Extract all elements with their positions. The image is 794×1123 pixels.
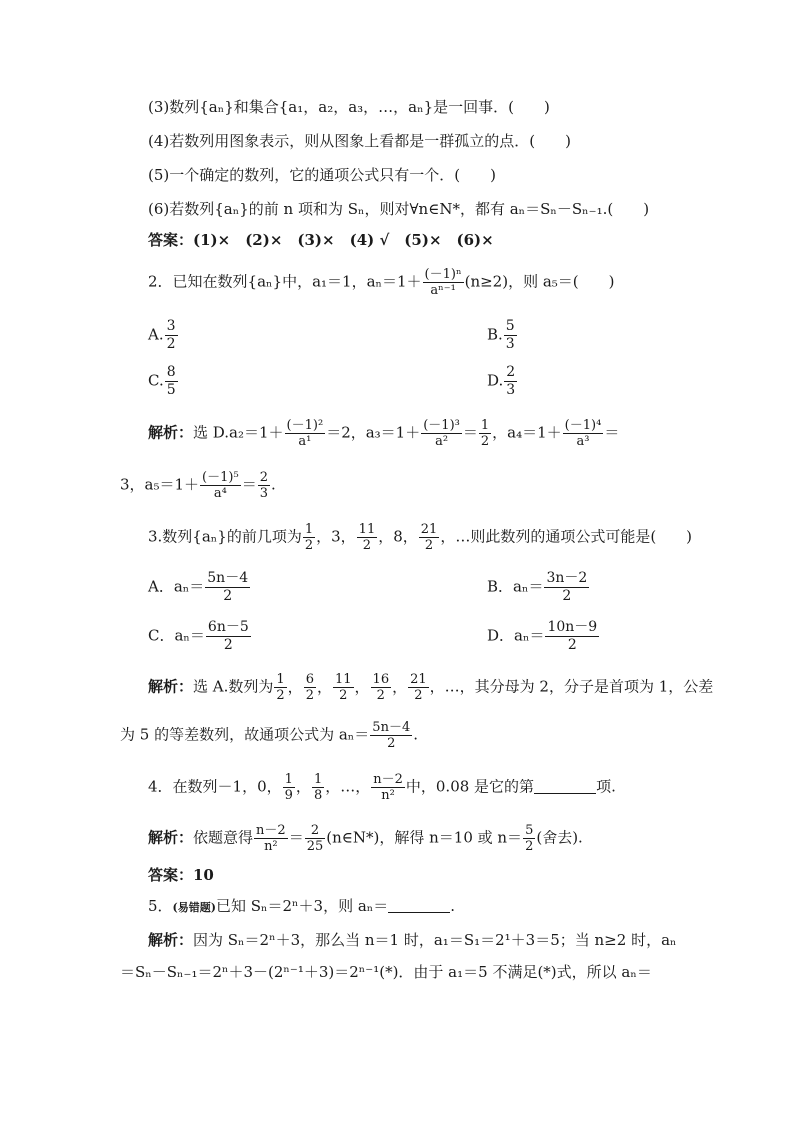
problem-4-solution: 解析：依题意得 $\frac{n-2}{\text{n²}}$ ＝ $\frac{2}{25}$ (n∈N*)，解得 n＝10 或 n＝ $\frac{5}{2}$ (舍去). — [148, 823, 583, 854]
problem-2-stem-post: (n≥2)，则 a₅＝( ) — [464, 272, 615, 291]
problem-5-solution-line-1: 解析：因为 Sₙ＝2ⁿ＋3，那么当 n＝1 时，a₁＝S₁＝2¹＋3＝5；当 n≥2 时，aₙ — [148, 931, 677, 949]
judgement-item-5: (5)一个确定的数列，它的通项公式只有一个．( ) — [148, 166, 496, 184]
problem-3-option-a: A．aₙ＝ $\frac{5n-4}{2}$ — [148, 570, 249, 604]
solution-label: 解析： — [148, 828, 194, 847]
problem-2-stem-pre: 2．已知在数列{aₙ}中，a₁＝1，aₙ＝1＋ — [148, 272, 422, 291]
problem-5-solution-line-2: ＝Sₙ－Sₙ₋₁＝2ⁿ＋3－(2ⁿ⁻¹＋3)＝2ⁿ⁻¹(*)．由于 a₁＝5 不满足(*)式，所以 aₙ＝ — [120, 963, 652, 981]
problem-2-option-b: B. $\frac{5}{3}$ — [487, 318, 515, 352]
sequence-term-fraction: $\frac{6}{2}$ — [305, 672, 314, 703]
error-prone-tag: (易错题) — [172, 901, 216, 914]
solution-label: 解析： — [148, 931, 194, 949]
problem-5-stem: 5．(易错题)已知 Sₙ＝2ⁿ＋3，则 aₙ＝ . — [148, 897, 456, 915]
problem-3-solution-line-2: 为 5 的等差数列，故通项公式为 aₙ＝ $\frac{5n-4}{2}$ . — [120, 720, 418, 751]
solution-label: 解析： — [148, 677, 194, 696]
answer-4: 答案：10 — [148, 866, 214, 884]
problem-2-option-c: C. $\frac{8}{5}$ — [148, 364, 176, 398]
answer-blank — [388, 898, 450, 913]
sequence-term-fraction: $\frac{1}{2}$ — [276, 672, 285, 703]
problem-2-option-a: A. $\frac{3}{2}$ — [148, 318, 176, 352]
problem-3-solution-terms — [273, 672, 429, 703]
comma: ， — [392, 677, 408, 696]
problem-3-solution-line-1: 解析：选 A.数列为 $\frac{1}{2}$ ， $\frac{6}{2}$ ， $\frac{11}{2}$ ， $\frac{16}{2}$ ， $\frac{21}{2}$ ，…，其分母为 2，分子是首项为 1，公差 — [148, 672, 714, 703]
sequence-term-fraction: $\frac{16}{2}$ — [372, 672, 390, 703]
judgement-item-6: (6)若数列{aₙ}的前 n 项和为 Sₙ，则对∀n∈N*，都有 aₙ＝Sₙ－Sₙ₋₁.( ) — [148, 200, 650, 218]
problem-2-stem — [148, 267, 615, 298]
problem-3-option-c: C．aₙ＝ $\frac{6n-5}{2}$ — [148, 619, 249, 653]
answer-blank — [534, 779, 596, 794]
problem-2-solution-line-2: 3，a₅＝1＋ $\frac{\text{(－1)⁵}}{\text{a⁴}}$ ＝ $\frac{2}{3}$ . — [120, 470, 276, 501]
problem-2-option-d: D. $\frac{2}{3}$ — [487, 364, 516, 398]
sequence-term-fraction: $\frac{21}{2}$ — [410, 672, 427, 703]
comma: ， — [354, 677, 370, 696]
comma: ， — [287, 677, 303, 696]
problem-3-option-d: D．aₙ＝ $\frac{10n-9}{2}$ — [487, 619, 598, 653]
answer-1: 答案：(1)× (2)× (3)× (4) √ (5)× (6)× — [148, 231, 494, 249]
comma: ， — [316, 677, 332, 696]
judgement-item-4: (4)若数列用图象表示，则从图象上看都是一群孤立的点．( ) — [148, 132, 571, 150]
problem-2-solution-line-1: 解析：选 D.a₂＝1＋ $\frac{\text{(－1)²}}{\text{a¹}}$ ＝2，a₃＝1＋ $\frac{\text{(－1)³}}{\text{a²}}$ ＝ $\frac{1}{2}$ ，a₄＝1＋ $\frac{\text{(－1)⁴}}{\text{a³}}$ ＝ — [148, 418, 620, 449]
solution-label: 解析： — [148, 423, 194, 442]
problem-4-stem: 4．在数列－1，0， $\frac{1}{9}$ ， $\frac{1}{8}$ ，…， $\frac{n-2}{\text{n²}}$ 中，0.08 是它的第 项. — [148, 772, 616, 803]
problem-3-option-b: B．aₙ＝ $\frac{3n-2}{2}$ — [487, 570, 588, 604]
judgement-item-3: (3)数列{aₙ}和集合{a₁，a₂，a₃，…，aₙ}是一回事．( ) — [148, 98, 550, 116]
sequence-term-fraction: $\frac{11}{2}$ — [334, 672, 352, 703]
problem-2-stem-fraction: $\frac{\text{(－1)ⁿ}}{\text{aⁿ⁻¹}}$ — [424, 267, 462, 298]
problem-3-stem: 3.数列{aₙ}的前几项为 $\frac{1}{2}$ ，3， $\frac{11}{2}$ ，8， $\frac{21}{2}$ ，…则此数列的通项公式可能是( ) — [148, 522, 693, 553]
